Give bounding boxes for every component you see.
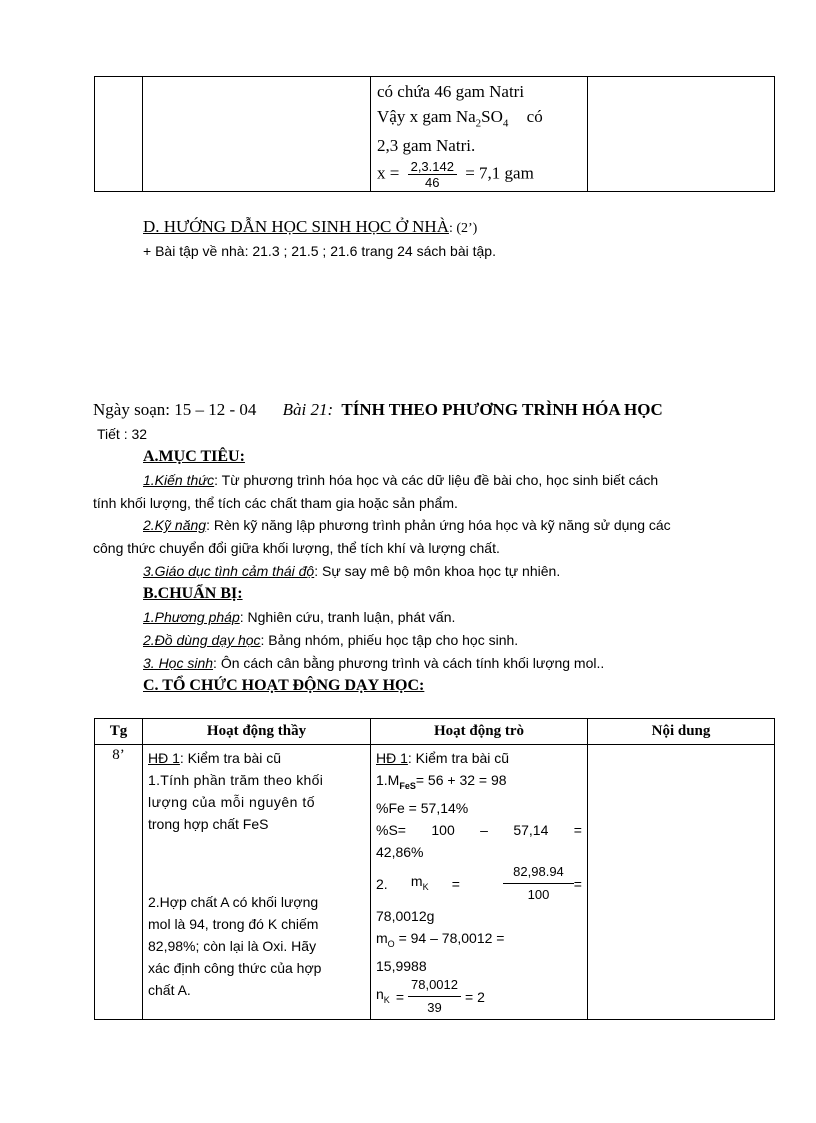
homework-line: + Bài tập về nhà: 21.3 ; 21.5 ; 21.6 trang 24 sách bài tập.: [143, 243, 496, 259]
lesson-header: [93, 400, 663, 420]
section-b-title: B.CHUẨN BỊ:: [143, 585, 243, 602]
tools-line: 2.Đồ dùng dạy học: Bảng nhóm, phiếu học tập cho học sinh.: [143, 632, 519, 648]
top-line-2: Vậy x gam $Na_2SO_4$ có: [377, 107, 543, 130]
table-header-row: [95, 719, 775, 745]
knowledge-line-2: tính khối lượng, thể tích các chất tham gia hoặc sản phẩm.: [93, 495, 458, 511]
section-a-title: A.MỤC TIÊU:: [143, 448, 245, 465]
activity-table: [94, 718, 775, 1020]
top-table-cell-teacher: [143, 77, 371, 192]
mk-fraction: $\frac{82,98.94}{100}$: [503, 861, 574, 906]
knowledge-line: 1.Kiến thức: Từ phương trình hóa học và các dữ liệu đề bài cho, học sinh biết cách: [143, 472, 659, 488]
method-line: 1.Phương pháp: Nghiên cứu, tranh luận, phát vấn.: [143, 609, 456, 625]
fraction: $\frac{2,3.142}{46}$: [408, 159, 457, 190]
top-table-cell-student: [371, 77, 588, 192]
lesson-title: TÍNH THEO PHƯƠNG TRÌNH HÓA HỌC: [341, 400, 663, 419]
top-line-3: 2,3 gam Natri.: [377, 136, 476, 156]
date-label: Ngày soạn: 15 – 12 - 04: [93, 400, 257, 419]
header-tg: Tg: [95, 719, 143, 745]
period-label: Tiết : 32: [97, 426, 148, 442]
lesson-number: Bài 21:: [282, 400, 334, 419]
skill-line: 2.Kỹ năng: Rèn kỹ năng lập phương trình phản ứng hóa học và kỹ năng sử dụng các: [143, 517, 671, 533]
attitude-line: 3.Giáo dục tình cảm thái độ: Sự say mê bộ môn khoa học tự nhiên.: [143, 563, 561, 579]
header-content: Nội dung: [588, 719, 775, 745]
top-table-cell-content: [588, 77, 775, 192]
section-d-heading: D. HƯỚNG DẪN HỌC SINH HỌC Ở NHÀ: (2’): [143, 217, 478, 236]
top-line-1: có chứa 46 gam Natri: [377, 82, 525, 101]
header-teacher: Hoạt động thầy: [143, 719, 371, 745]
section-c-title: C. TỔ CHỨC HOẠT ĐỘNG DẠY HỌC:: [143, 677, 425, 694]
top-formula: x = $\frac{2,3.142}{46}$ = 7,1 gam: [377, 159, 534, 191]
cell-time: 8’: [95, 745, 143, 1020]
top-table-cell-tg: [95, 77, 143, 192]
nk-fraction: $\frac{78,0012}{39}$: [408, 974, 461, 1019]
cell-teacher: HĐ 1: Kiểm tra bài cũ 1.Tính phần trăm theo khối lượng của mỗi nguyên tố trong hợp chất FeS 2.Hợp chất A có khối lượng mol là 94, trong đó K chiếm 82,98%; còn lại là Oxi. Hãy xác định công thức của hợp chất A.: [143, 745, 371, 1020]
teacher-hd: HĐ 1: Kiểm tra bài cũ: [148, 750, 282, 766]
header-student: Hoạt động trò: [371, 719, 588, 745]
table-row: [95, 745, 775, 1020]
student-hd: HĐ 1: Kiểm tra bài cũ: [376, 750, 510, 766]
skill-line-2: công thức chuyển đổi giữa khối lượng, thể tích khí và lượng chất.: [93, 540, 500, 556]
cell-content: [588, 745, 775, 1020]
student-prep-line: 3. Học sinh: Ôn cách cân bằng phương trình và cách tính khối lượng mol..: [143, 655, 605, 671]
cell-student: HĐ 1: Kiểm tra bài cũ $1.M_{FeS}= 56 + 32 = 98$ %Fe = 57,14% %S= 100 – 57,14 = 42,86% 2. $m_K$ = $\frac{82,98.94}{100}$ = 78,0012g $m_O = 94 - 78,0012$ = 15,9988 $n_K$ = $\frac{78,0012}{39}$ = 2: [371, 745, 588, 1020]
top-table: [94, 76, 775, 192]
